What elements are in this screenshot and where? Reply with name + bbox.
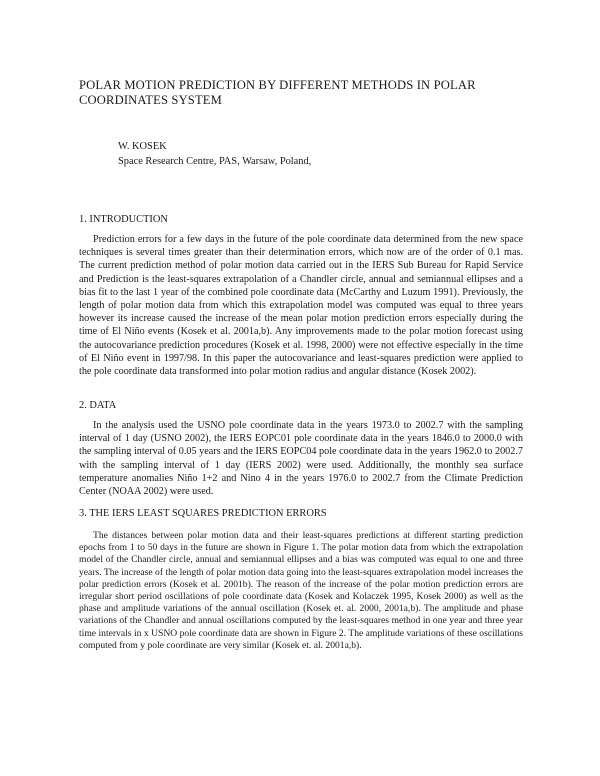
section-body-introduction: Prediction errors for a few days in the future of the pole coordinate data determined from the new space techniques is several times greater than their determination errors, which now are of the order of 0.1 mas. The current prediction method of polar motion data carried out in the IERS Sub Bureau for Rapid Service and Prediction is the least-squares extrapolation of a Chandler circle, annual and semiannual ellipses and a bias fit to the last 1 year of the combined pole coordinate data (McCarthy and Luzum 1991). Previously, the length of polar motion data from which this extrapolation model was computed was equal to three years however its increase caused the increase of the mean polar motion prediction errors especially during the time of El Niño events (Kosek et al. 2001a,b). Any improvements made to the polar motion forecast using the autocovariance prediction procedures (Kosek et al. 1998, 2000) were not effective especially in the time of El Niño event in 1997/98. In this paper the autocovariance and least-squares prediction were applied to the pole coordinate data transformed into polar motion radius and angular distance (Kosek 2002). [79, 234, 523, 378]
section-heading-least-squares: 3. THE IERS LEAST SQUARES PREDICTION ERRORS [79, 508, 327, 519]
author-affiliation: Space Research Centre, PAS, Warsaw, Poland, [118, 156, 312, 167]
section-heading-introduction: 1. INTRODUCTION [79, 214, 168, 225]
paper-title: POLAR MOTION PREDICTION BY DIFFERENT METHODS IN POLAR COORDINATES SYSTEM [79, 78, 476, 107]
section-body-data: In the analysis used the USNO pole coordinate data in the years 1973.0 to 2002.7 with the sampling interval of 1 day (USNO 2002), the IERS EOPC01 pole coordinate data in the years 1846.0 to 2000.0 with the sampling interval of 0.05 years and the IERS EOPC04 pole coordinate data in the years 1962.0 to 2002.7 with the sampling interval of 1 day (IERS 2002) were used. Additionally, the monthly sea surface temperature anomalies Niño 1+2 and Nino 4 in the years 1976.0 to 2002.7 from the Climate Prediction Center (NOAA 2002) were used. [79, 420, 523, 498]
section-body-least-squares: The distances between polar motion data and their least-squares predictions at different starting prediction epochs from 1 to 50 days in the future are shown in Figure 1. The polar motion data from which the extrapolation model of the Chandler circle, annual and semiannual ellipses and a bias was computed was equal to one and three years. The increase of the length of polar motion data going into the least-squares extrapolation model increases the polar prediction errors (Kosek et al. 2001b). The reason of the increase of the polar motion prediction errors are irregular short period oscillations of pole coordinate data (Kosek and Kolaczek 1995, Kosek 2000) as well as the phase and amplitude variations of the annual oscillation (Kosek et. al. 2000, 2001a,b). The amplitude and phase variations of the Chandler and annual oscillations computed by the least-squares method in one year and three year time intervals in x USNO pole coordinate data are shown in Figure 2. The amplitude variations of these oscillations computed from y pole coordinate are very similar (Kosek et. al. 2001a,b). [79, 530, 523, 651]
author-name: W. KOSEK [118, 141, 167, 152]
section-heading-data: 2. DATA [79, 400, 117, 411]
author-block [118, 139, 311, 169]
